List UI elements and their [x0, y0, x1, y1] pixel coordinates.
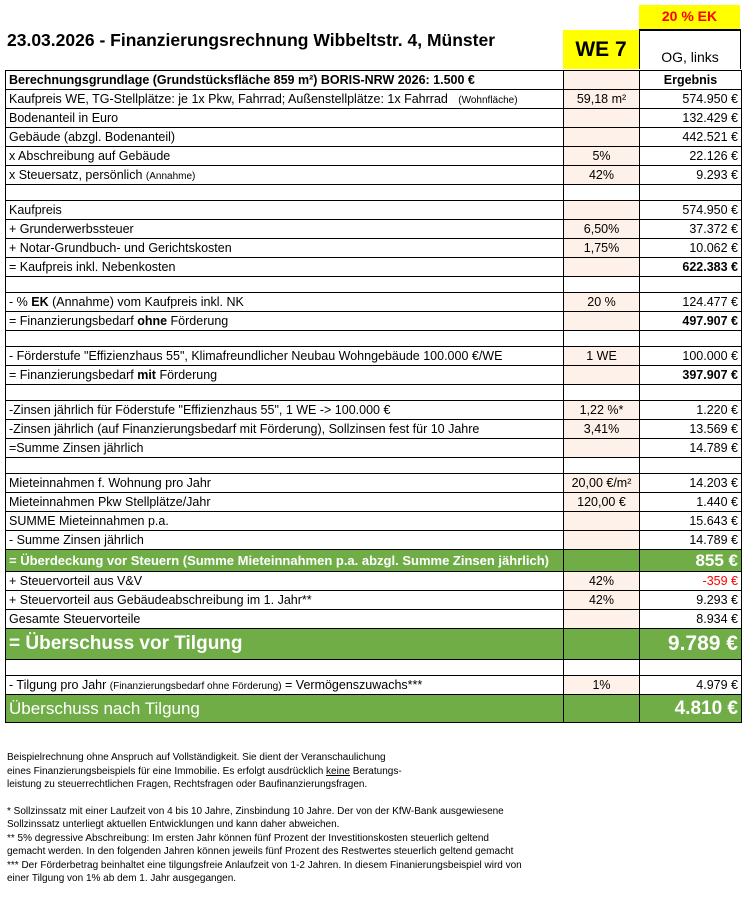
row-value: 9.293 €	[640, 166, 742, 185]
row-label: + Steuervorteil aus V&V	[6, 572, 564, 591]
tilgung-label-small: (Finanzierungsbedarf ohne Förderung)	[109, 681, 282, 692]
row-value: 855 €	[640, 550, 742, 572]
row-value: 497.907 €	[640, 312, 742, 331]
row-value: 574.950 €	[640, 201, 742, 220]
row-value: 124.477 €	[640, 293, 742, 312]
row-label	[6, 312, 564, 331]
row-rate: 1,22 %*	[564, 401, 640, 420]
row-rate: 5%	[564, 147, 640, 166]
row-label: SUMME Mieteinnahmen p.a.	[6, 512, 564, 531]
disclaimer-line: Beispielrechnung ohne Anspruch auf Vollständigkeit. Sie dient der Veranschaulichung	[7, 752, 386, 763]
row-label	[6, 90, 564, 109]
row-rate: 42%	[564, 591, 640, 610]
row-label: = Überschuss vor Tilgung	[6, 629, 564, 660]
table-row	[6, 474, 742, 493]
row-value: 37.372 €	[640, 220, 742, 239]
disclaimer-text: eines Finanzierungsbeispiels für eine Immobilie. Es erfolgt ausdrücklich	[7, 765, 327, 777]
row-label: -Zinsen jährlich für Föderstufe "Effizienzhaus 55", 1 WE -> 100.000 €	[6, 401, 564, 420]
row-value: 14.789 €	[640, 531, 742, 550]
kaufpreis-we-note: (Wohnfläche)	[458, 95, 518, 106]
bedarf-mit-post: Förderung	[155, 368, 218, 382]
empty-cell	[564, 610, 640, 629]
empty-cell	[564, 71, 640, 90]
table-row	[6, 312, 742, 331]
blank-row	[6, 385, 742, 401]
row-value: 9.293 €	[640, 591, 742, 610]
row-label	[6, 366, 564, 385]
row-label: Gesamte Steuervorteile	[6, 610, 564, 629]
footnotes	[7, 751, 742, 886]
table-row	[6, 239, 742, 258]
blank-row	[6, 185, 742, 201]
row-value: -359 €	[640, 572, 742, 591]
empty-cell	[564, 695, 640, 723]
row-rate: 120,00 €	[564, 493, 640, 512]
row-rate: 1%	[564, 676, 640, 695]
row-label: Überschuss nach Tilgung	[6, 695, 564, 723]
empty-cell	[564, 258, 640, 277]
row-value: 1.220 €	[640, 401, 742, 420]
table-row	[6, 531, 742, 550]
financing-table	[5, 70, 742, 723]
row-rate: 20 %	[564, 293, 640, 312]
steuersatz-note: (Annahme)	[145, 171, 196, 182]
bedarf-mit-pre: = Finanzierungsbedarf	[9, 368, 138, 382]
blank-row	[6, 660, 742, 676]
row-value: 1.440 €	[640, 493, 742, 512]
footnote-line: ** 5% degressive Abschreibung: Im ersten Jahr können fünf Prozent der Investitionskosten steuerlich geltend	[7, 832, 489, 844]
empty-cell	[564, 531, 640, 550]
ek-label-post: (Annahme) vom Kaufpreis inkl. NK	[48, 295, 244, 309]
row-value: 13.569 €	[640, 420, 742, 439]
empty-cell	[564, 128, 640, 147]
tilgung-label-pre: - Tilgung pro Jahr	[9, 678, 107, 692]
row-value: 442.521 €	[640, 128, 742, 147]
table-row	[6, 676, 742, 695]
tilgung-label-post: = Vermögenszuwachs***	[285, 678, 423, 692]
table-row	[6, 201, 742, 220]
row-label: Mieteinnahmen f. Wohnung pro Jahr	[6, 474, 564, 493]
row-label: x Abschreibung auf Gebäude	[6, 147, 564, 166]
basis-label: Berechnungsgrundlage (Grundstücksfläche 859 m²) BORIS-NRW 2026: 1.500 €	[6, 71, 564, 90]
row-label: Gebäude (abzgl. Bodenanteil)	[6, 128, 564, 147]
footnote-line: gemacht werden. In den folgenden Jahren können jeweils fünf Prozent des Restwertes steuerlich geltend gemacht	[7, 846, 514, 857]
disclaimer-text: Beratungs-	[349, 765, 402, 777]
row-value: 9.789 €	[640, 629, 742, 660]
row-rate: 20,00 €/m²	[564, 474, 640, 493]
row-label: = Kaufpreis inkl. Nebenkosten	[6, 258, 564, 277]
blank-row	[6, 331, 742, 347]
row-value: 14.203 €	[640, 474, 742, 493]
row-rate: 3,41%	[564, 420, 640, 439]
bedarf-ohne-bold: ohne	[137, 314, 168, 328]
row-value: 4.979 €	[640, 676, 742, 695]
row-value: 100.000 €	[640, 347, 742, 366]
highlight-row	[6, 629, 742, 660]
equity-badge: 20 % EK	[639, 5, 740, 29]
row-label	[6, 676, 564, 695]
footnote-line: einer Tilgung von 1% ab dem 1. Jahr ausgegangen.	[7, 873, 237, 884]
table-row	[6, 439, 742, 458]
table-row	[6, 512, 742, 531]
row-label: -Zinsen jährlich (auf Finanzierungsbedarf mit Förderung), Sollzinsen fest für 10 Jahre	[6, 420, 564, 439]
table-row	[6, 109, 742, 128]
row-label	[6, 166, 564, 185]
table-row	[6, 90, 742, 109]
row-rate: 42%	[564, 166, 640, 185]
table-row	[6, 401, 742, 420]
empty-cell	[564, 550, 640, 572]
row-value: 8.934 €	[640, 610, 742, 629]
unit-label: WE 7	[563, 30, 639, 69]
table-row	[6, 258, 742, 277]
row-value: 574.950 €	[640, 90, 742, 109]
result-header: Ergebnis	[640, 71, 742, 90]
table-row	[6, 493, 742, 512]
row-label: + Notar-Grundbuch- und Gerichtskosten	[6, 239, 564, 258]
table-header-row	[6, 71, 742, 90]
row-label: - Förderstufe "Effizienzhaus 55", Klimafreundlicher Neubau Wohngebäude 100.000 €/WE	[6, 347, 564, 366]
row-label: + Steuervorteil aus Gebäudeabschreibung im 1. Jahr**	[6, 591, 564, 610]
disclaimer-line	[7, 765, 742, 779]
ek-label-pre: - %	[9, 295, 32, 309]
footnote-line: Sollzinssatz unterliegt aktuellen Entwicklungen und kann daher abweichen.	[7, 819, 340, 830]
bedarf-ohne-pre: = Finanzierungsbedarf	[9, 314, 138, 328]
table-row	[6, 366, 742, 385]
bedarf-ohne-post: Förderung	[167, 314, 229, 328]
table-row	[6, 610, 742, 629]
row-value: 14.789 €	[640, 439, 742, 458]
disclaimer-line: leistung zu steuerrechtlichen Fragen, Rechtsfragen oder Baufinanzierungsfragen.	[7, 779, 368, 790]
row-rate: 59,18 m²	[564, 90, 640, 109]
empty-cell	[564, 201, 640, 220]
empty-cell	[564, 109, 640, 128]
row-label: Mieteinnahmen Pkw Stellplätze/Jahr	[6, 493, 564, 512]
empty-cell	[564, 312, 640, 331]
footnote-line: * Sollzinssatz mit einer Laufzeit von 4 bis 10 Jahre, Zinsbindung 10 Jahre. Der von der KfW-Bank ausgewiesene	[7, 805, 504, 817]
bedarf-mit-bold: mit	[137, 368, 156, 382]
page-title: 23.03.2026 - Finanzierungsrechnung Wibbeltstr. 4, Münster	[7, 30, 496, 50]
blank-row	[6, 277, 742, 293]
blank-row	[6, 458, 742, 474]
row-label: =Summe Zinsen jährlich	[6, 439, 564, 458]
kaufpreis-we-label: Kaufpreis WE, TG-Stellplätze: je 1x Pkw, Fahrrad; Außenstellplätze: 1x Fahrrad	[9, 92, 448, 106]
highlight-row	[6, 550, 742, 572]
table-row	[6, 347, 742, 366]
empty-cell	[564, 629, 640, 660]
disclaimer-underlined: keine	[326, 765, 350, 777]
table-row	[6, 591, 742, 610]
row-value: 10.062 €	[640, 239, 742, 258]
row-rate: 1,75%	[564, 239, 640, 258]
empty-cell	[564, 439, 640, 458]
row-label: - Summe Zinsen jährlich	[6, 531, 564, 550]
row-rate: 42%	[564, 572, 640, 591]
row-value: 4.810 €	[640, 695, 742, 723]
ek-label-bold: EK	[31, 295, 49, 309]
row-value: 15.643 €	[640, 512, 742, 531]
empty-cell	[564, 512, 640, 531]
steuersatz-label: x Steuersatz, persönlich	[9, 168, 143, 182]
table-row	[6, 572, 742, 591]
row-label	[6, 293, 564, 312]
row-rate: 6,50%	[564, 220, 640, 239]
row-value: 132.429 €	[640, 109, 742, 128]
row-label: Kaufpreis	[6, 201, 564, 220]
table-row	[6, 420, 742, 439]
table-row	[6, 128, 742, 147]
unit-location: OG, links	[639, 30, 741, 69]
row-value: 397.907 €	[640, 366, 742, 385]
row-value: 22.126 €	[640, 147, 742, 166]
table-row	[6, 293, 742, 312]
table-row	[6, 147, 742, 166]
empty-cell	[564, 366, 640, 385]
row-label: + Grunderwerbssteuer	[6, 220, 564, 239]
footnote-line: *** Der Förderbetrag beinhaltet eine tilgungsfreie Anlaufzeit von 1-2 Jahren. In diesem Finanierungsbeispiel wird von	[7, 859, 522, 871]
row-label: = Überdeckung vor Steuern (Summe Mieteinnahmen p.a. abzgl. Summe Zinsen jährlich)	[6, 550, 564, 572]
table-row	[6, 220, 742, 239]
row-label: Bodenanteil in Euro	[6, 109, 564, 128]
table-row	[6, 166, 742, 185]
highlight-row	[6, 695, 742, 723]
row-value: 622.383 €	[640, 258, 742, 277]
row-rate: 1 WE	[564, 347, 640, 366]
